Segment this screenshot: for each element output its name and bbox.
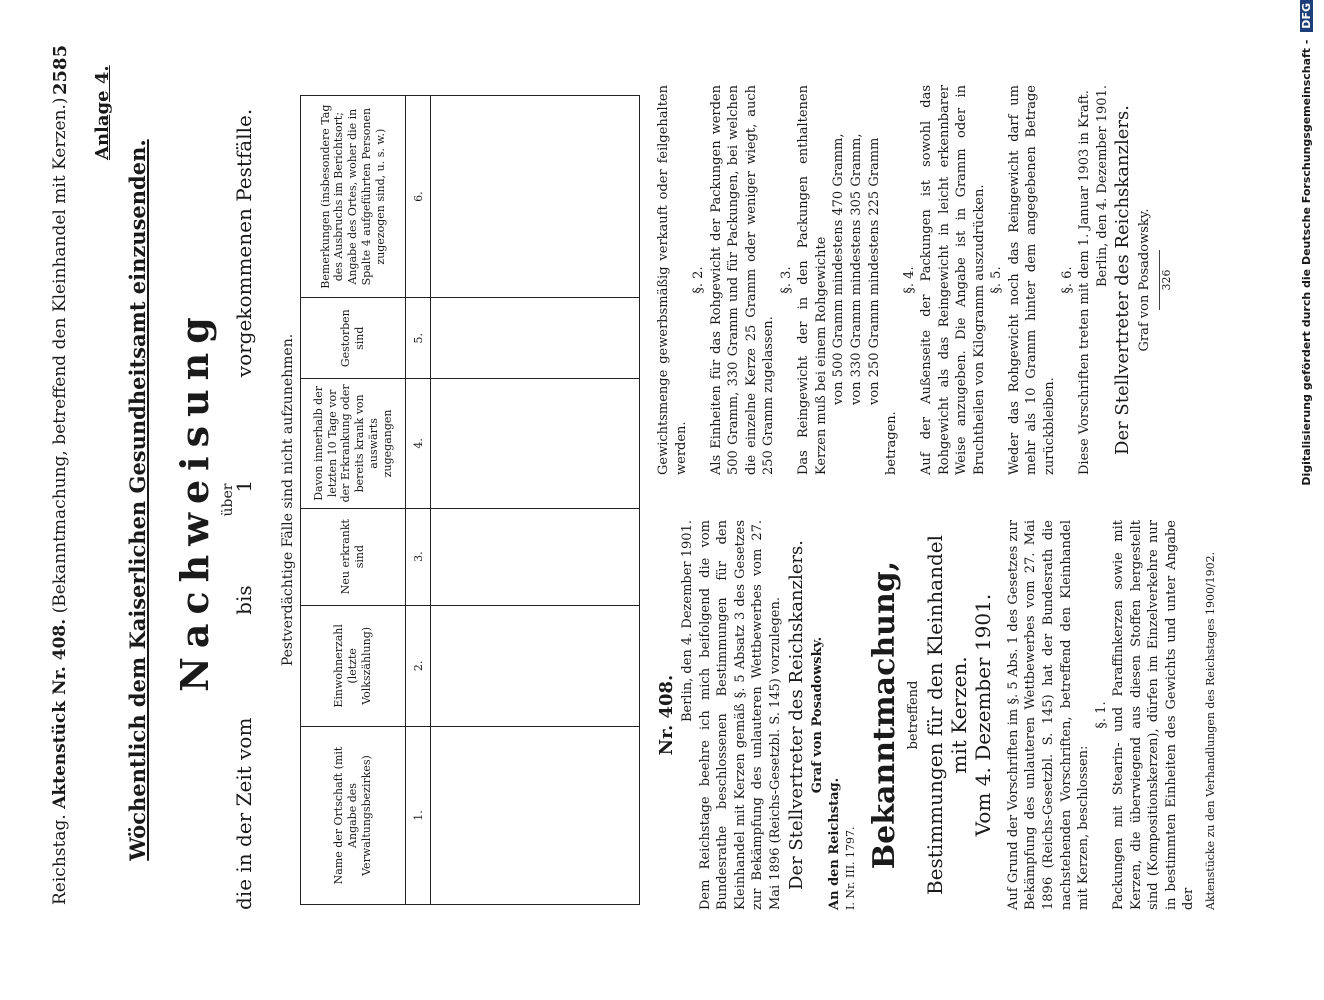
dfg-logo: DFG [1300,0,1313,32]
weight-line: von 330 Gramm mindestens 305 Gramm, [849,133,865,405]
table-number-row [406,96,431,905]
date-line: Berlin, den 4. Dezember 1901. [680,520,696,723]
page-number: 2585 [50,44,71,95]
left-column [655,520,1219,910]
paragraph-3-heading: §. 3. [778,266,794,294]
table-cell [431,96,640,298]
table-header-row [301,96,406,905]
report-table [300,95,640,905]
paragraph-2-heading: §. 2. [691,266,707,294]
table-cell [431,298,640,379]
period-end: vorgekommenen Pestfälle. [232,108,256,378]
digitization-text: Digitalisierung gefördert durch die Deutsche Forschungsgemeinschaft - [1300,39,1313,486]
small-page-number: 326 [1160,269,1174,291]
table-cell [431,605,640,726]
paragraph-6-heading: §. 6. [1059,266,1075,294]
column-number: 1. [406,727,431,905]
preamble-paragraph: Auf Grund der Vorschriften im §. 5 Abs. 1 des Gesetzes zur Bekämpfung des unlauteren Wettbewerbes vom 27. Mai 1896 (Reichs-Gesetzbl. S. 145) hat der Bundesrath die nachstehenden Vorschriften, betreffend den Kleinhandel mit Kerzen, beschlossen: [1005,520,1092,910]
column-number: 5. [406,298,431,379]
table-header-cell: Einwohnerzahl (letzte Volkszählung) [301,605,406,726]
period-bis: bis [232,585,256,615]
table-cell [431,727,640,905]
bestimmungen-heading: Bestimmungen für den Kleinhandel mit Kerzen. [922,534,971,896]
paragraph-2-text: Als Einheiten für das Rohgewicht der Packungen werden 500 Gramm, 330 Gramm und für Packungen, bei welchen die einzelne Kerze 25 Gramm oder weniger wiegt, auch 250 Gramm zugelassen. [708,85,777,475]
table-cell [431,379,640,508]
signature-title: Der Stellvertreter des Reichskanzlers. [785,540,807,890]
continuation-text: Gewichtsmenge gewerbsmäßig verkauft oder feilgehalten werden. [656,85,689,475]
bekanntmachung-heading: Bekanntmachung, [866,560,902,870]
period-start: die in der Zeit vom [232,717,256,910]
table-header-cell: Gestorben sind [301,298,406,379]
table-cell [431,508,640,605]
paragraph-1-text: Packungen mit Stearin- und Paraffinkerzen sowie mit Kerzen, die überwiegend aus diesen Stoffen hergestellt sind (Kompositionskerzen), dürfen im Einzelverkehre nur in bestimmten Einheiten des Gewichts und unter Angabe der [1111,520,1197,910]
paragraph-1-heading: §. 1. [1093,701,1109,729]
intro-paragraph: Dem Reichstage beehre ich mich beifolgend die vom Bundesrathe beschlossenen Bestimmungen für den Kleinhandel mit Kerzen gemäß §. 5 Absatz 3 des Gesetzes zur Bekämpfung des unlauteren Wettbewerbes vom 27. Mai 1896 (Reichs-Gesetzbl. S. 145) vorzulegen. [697,520,784,910]
column-number: 4. [406,379,431,508]
table-header-cell: Davon innerhalb der letzten 10 Tage vor der Erkrankung oder bereits krank von auswärts zugegangen [301,379,406,508]
paragraph-6-text: Diese Vorschriften treten mit dem 1. Januar 1903 in Kraft. [1077,90,1093,475]
signature-name: Graf von Posadowsky. [1136,208,1152,352]
nachweisung-title: Nachweisung [172,308,217,692]
weight-line: von 250 Gramm mindestens 225 Gramm [866,137,882,405]
column-number: 3. [406,508,431,605]
paragraph-4-text: Auf der Außenseite der Packungen ist sowohl das Rohgewicht als das Reingewicht in leicht erkennbarer Weise anzugeben. Die Angabe ist in Gramm oder in Bruchtheilen von Kilogramm auszudrücken. [919,85,987,475]
table-header-cell: Neu erkrankt sind [301,508,406,605]
column-number: 6. [406,96,431,298]
signature-name: Graf von Posadowsky. [809,636,825,794]
table-header-cell: Bemerkungen (insbesondere Tag des Ausbruchs im Berichtsort; Angabe des Ortes, woher die in Spalte 4 aufgeführten Personen zugezogen sind, u. s. w.) [301,96,406,298]
date-line: Berlin, den 4. Dezember 1901. [1094,85,1110,288]
anlage-label: Anlage 4. [92,65,113,160]
page-footer: Aktenstücke zu den Verhandlungen des Reichstages 1900/1902. [1203,551,1217,910]
weekly-heading: Wöchentlich dem Kaiserlichen Gesundheitsamt einzusenden. [125,139,150,861]
paragraph-3-text: Das Reingewicht der in den Packungen enthaltenen Kerzen muß bei einem Rohgewichte [796,85,829,475]
reference-number: I. Nr. III. 1797. [843,826,857,910]
paragraph-4-heading: §. 4. [901,266,917,294]
header-rest: (Bekanntmachung, betreffend den Kleinhandel mit Kerzen.) [50,97,70,614]
vom-date: Vom 4. Dezember 1901. [970,593,995,837]
paragraph-5-text: Weder das Rohgewicht noch das Reingewicht darf um mehr als 10 Gramm hinter dem angegebenen Betrage zurückbleiben. [1006,85,1058,475]
right-column [655,85,1175,475]
weight-line: von 500 Gramm mindestens 470 Gramm, [831,133,847,405]
table-empty-row [431,96,640,905]
signature-title: Der Stellvertreter des Reichskanzlers. [1112,105,1134,455]
ueber-label: über [220,483,236,517]
pest-note: Pestverdächtige Fälle sind nicht aufzunehmen. [280,333,296,667]
document-number: Nr. 408. [656,674,677,756]
running-header [50,98,70,906]
betreffend-label: betreffend [906,680,922,750]
period-num: 1 [232,479,256,493]
header-title: Aktenstück Nr. 408. [50,618,70,809]
table-header-cell: Name der Ortschaft (mit Angabe des Verwaltungsbezirkes) [301,727,406,905]
header-prefix: Reichstag. [50,814,70,905]
addressee: An den Reichstag. [827,777,843,910]
column-number: 2. [406,605,431,726]
betragen-text: betragen. [884,411,900,475]
digitization-note [1300,0,1313,1000]
period-line [232,30,256,910]
paragraph-5-heading: §. 5. [989,266,1005,294]
